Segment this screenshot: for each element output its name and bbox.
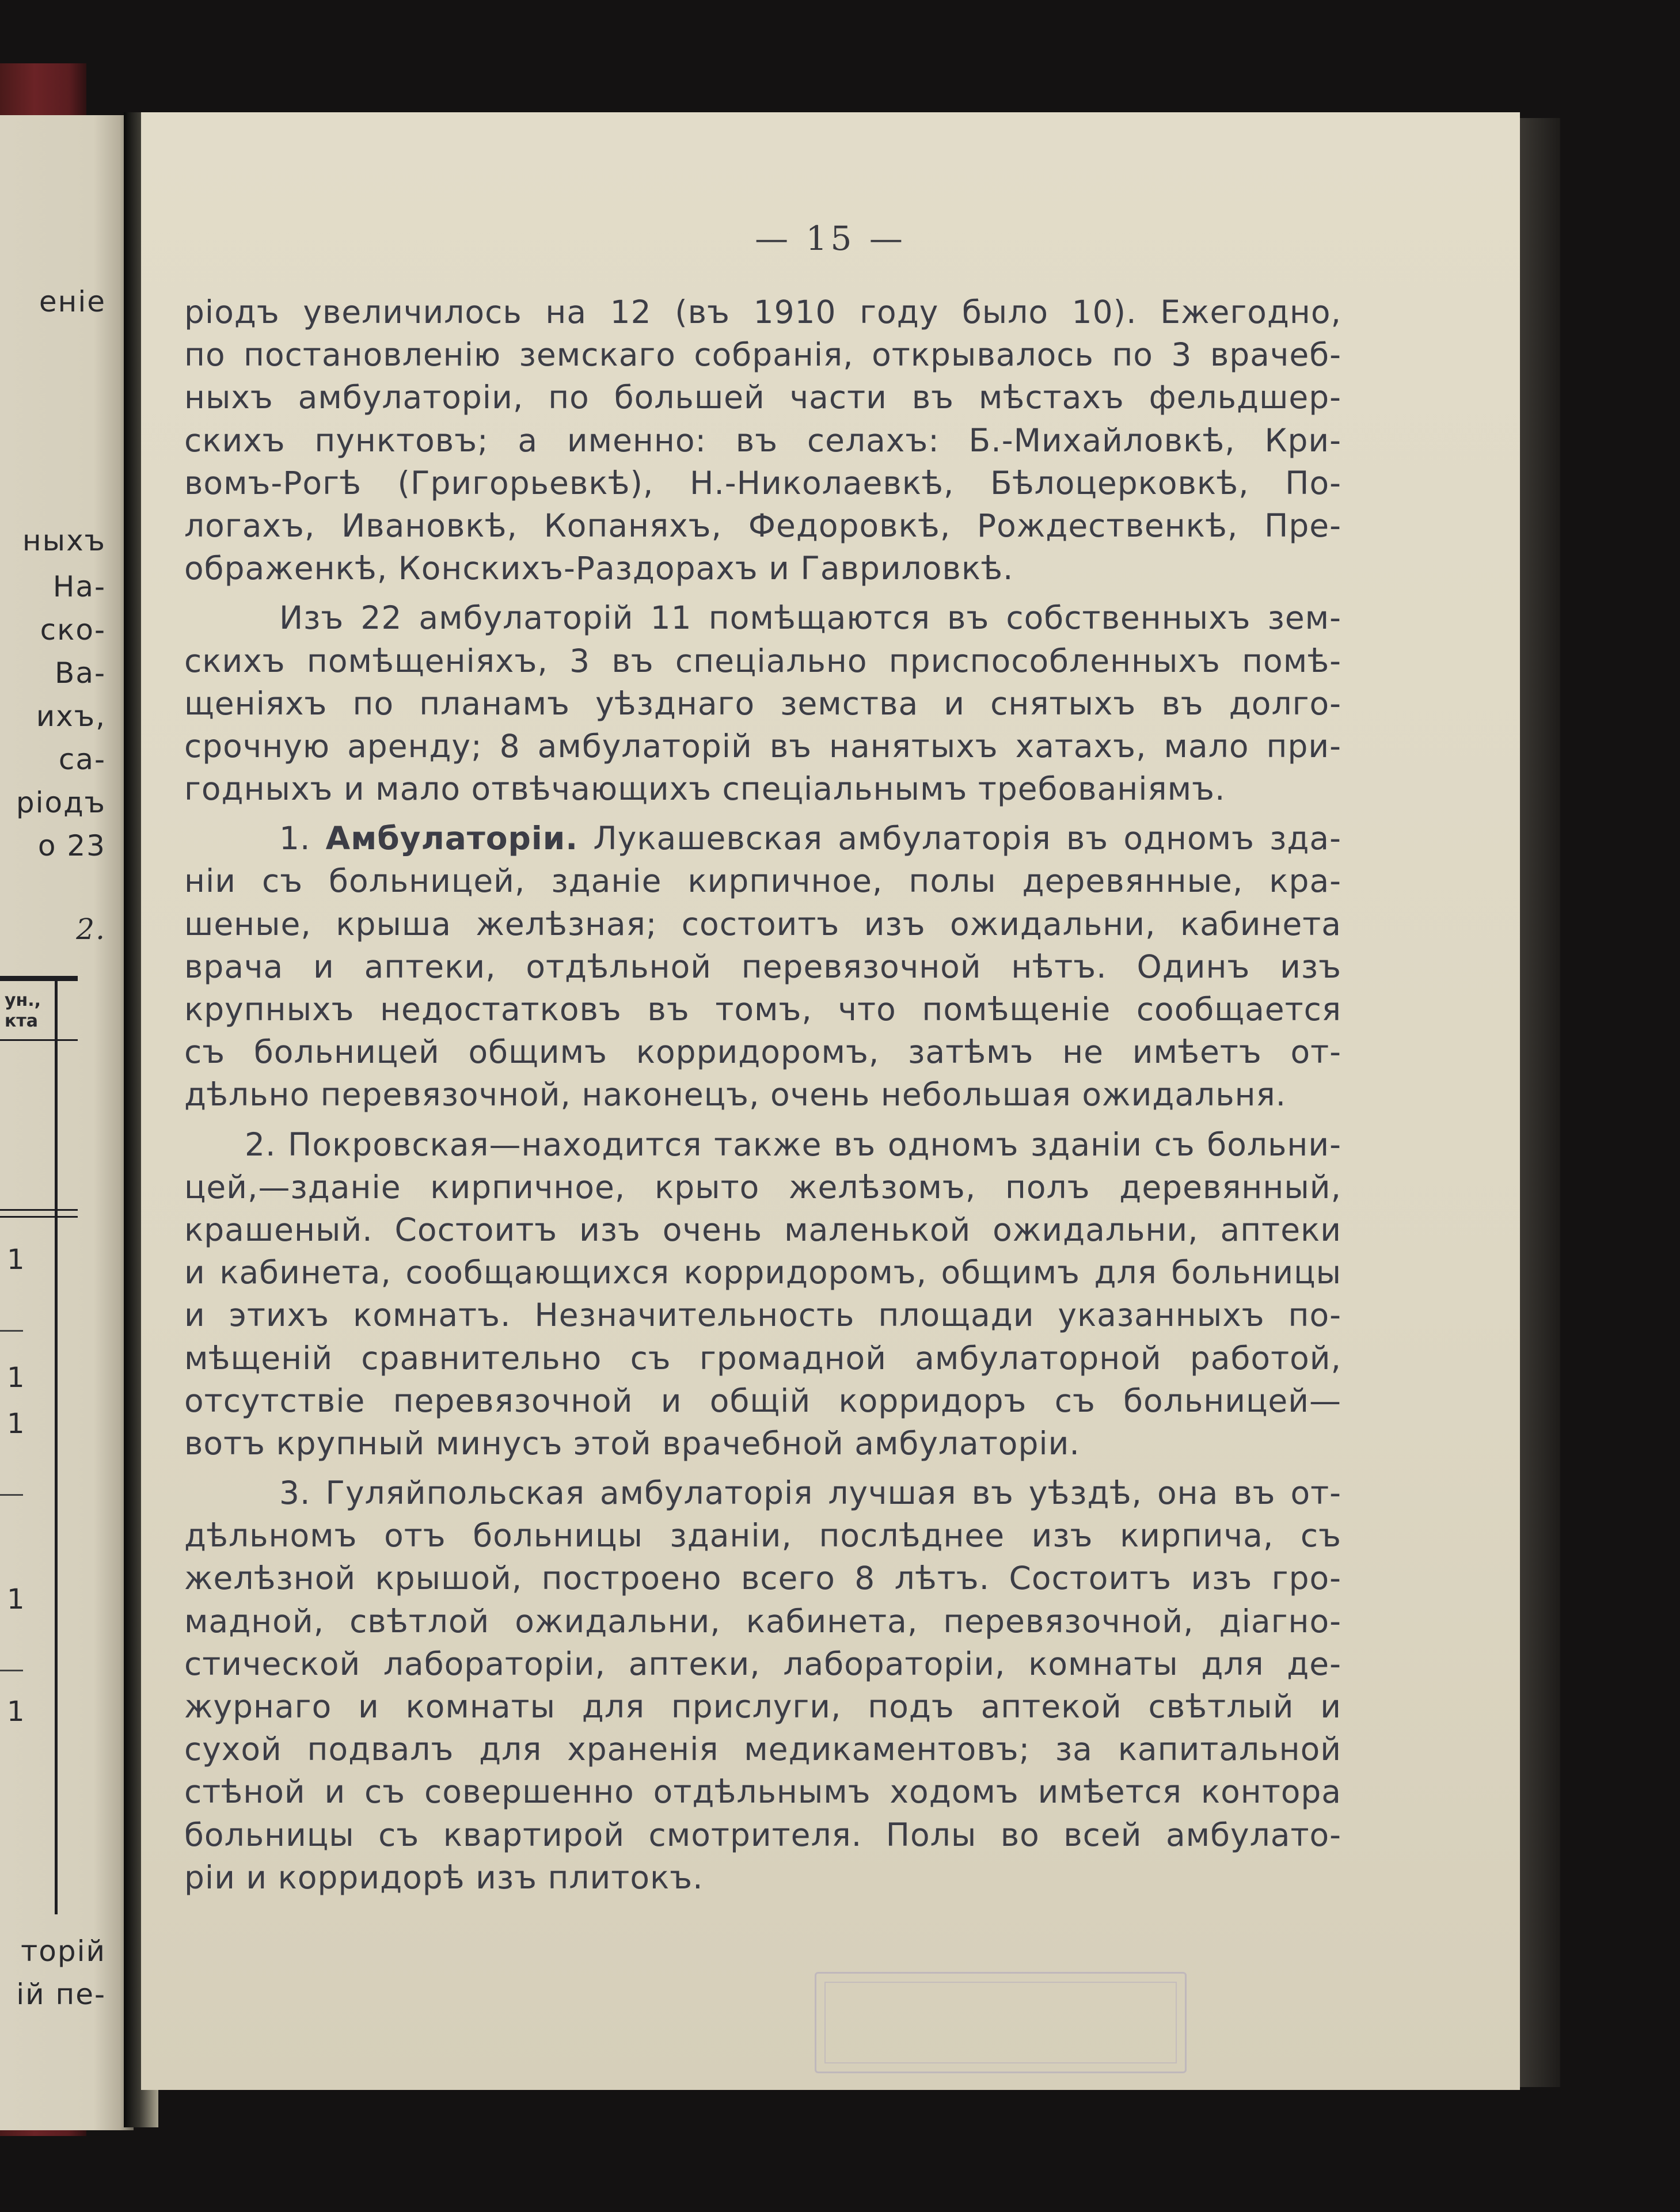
table-cell: 1 — [7, 1408, 25, 1440]
table-cell: 1 — [7, 1362, 25, 1394]
table-cell: 1 — [7, 1244, 25, 1276]
paragraph — [184, 291, 1341, 590]
text-line: срочную аренду; 8 амбулаторій въ нанятыхъ хатахъ, мало при- — [184, 727, 1341, 765]
paragraph — [184, 817, 1341, 1116]
section-heading: Амбулаторіи. — [325, 820, 579, 857]
left-fragment: ихъ, — [36, 700, 106, 733]
table-dash — [0, 1670, 23, 1671]
text-line: скихъ пунктовъ; а именно: въ селахъ: Б.-Михайловкѣ, Кри- — [184, 421, 1341, 459]
left-fragment: ныхъ — [22, 524, 106, 557]
left-page-edge — [0, 115, 134, 2130]
text-line: годныхъ и мало отвѣчающихъ спеціальнымъ требованіямъ. — [184, 770, 1226, 808]
text-line: ображенкѣ, Конскихъ-Раздорахъ и Гавриловкѣ. — [184, 550, 1014, 587]
left-fragment: На- — [52, 570, 106, 603]
text-line: ріодъ увеличилось на 12 (въ 1910 году было 10). Ежегодно, — [184, 294, 1341, 330]
table-rule — [0, 1039, 78, 1041]
text-line: вотъ крупный минусъ этой врачебной амбулаторіи. — [184, 1424, 1080, 1462]
text-line: врача и аптеки, отдѣльной перевязочной нѣтъ. Одинъ изъ — [184, 948, 1341, 985]
text-line: журнаго и комнаты для прислуги, подъ аптекой свѣтлый и — [184, 1688, 1341, 1725]
left-numeral: 2. — [76, 913, 106, 946]
left-fragment: ско- — [40, 613, 106, 647]
left-fragment: еніе — [39, 285, 106, 318]
text-line: стической лабораторіи, аптеки, лабораторіи, комнаты для де- — [184, 1645, 1341, 1682]
text-line: ныхъ амбулаторіи, по большей части въ мѣстахъ фельдшер- — [184, 379, 1341, 416]
paragraph — [184, 1472, 1341, 1899]
text-line: дѣльномъ отъ больницы зданіи, послѣднее изъ кирпича, съ — [184, 1517, 1341, 1555]
table-rule-top — [0, 976, 78, 981]
left-fragment: са- — [58, 743, 106, 776]
text-line: и кабинета, сообщающихся корридоромъ, общимъ для больницы — [184, 1254, 1341, 1291]
text-line: желѣзной крышой, построено всего 8 лѣтъ. Состоитъ изъ гро- — [184, 1560, 1341, 1597]
table-rule — [0, 1216, 78, 1218]
table-cell: 1 — [7, 1696, 25, 1728]
right-page-edge — [1520, 118, 1560, 2087]
text-line: щеніяхъ по планамъ уѣзднаго земства и снятыхъ въ долго- — [184, 685, 1341, 722]
page-text — [184, 291, 1341, 1899]
text-run: Лукашевская амбулаторія въ одномъ зда- — [593, 820, 1341, 857]
text-line: отсутствіе перевязочной и общій корридоръ съ больницей— — [184, 1382, 1341, 1419]
text-line: ніи съ больницей, зданіе кирпичное, полы деревянные, кра- — [184, 862, 1341, 900]
text-line: Изъ 22 амбулаторій 11 помѣщаются въ собственныхъ зем- — [279, 599, 1341, 637]
text-line: 3. Гуляйпольская амбулаторія лучшая въ уѣздѣ, она въ от- — [279, 1474, 1341, 1512]
faded-library-stamp — [815, 1972, 1187, 2073]
text-line: больницы съ квартирой смотрителя. Полы во всей амбулато- — [184, 1816, 1341, 1853]
text-line: стѣной и съ совершенно отдѣльнымъ ходомъ имѣется контора — [184, 1773, 1341, 1811]
table-cell: 1 — [7, 1583, 25, 1616]
paragraph — [184, 1123, 1341, 1465]
text-line: и этихъ комнатъ. Незначительность площади указанныхъ по- — [184, 1297, 1341, 1334]
text-line: логахъ, Ивановкѣ, Копаняхъ, Федоровкѣ, Рождественкѣ, Пре- — [184, 507, 1341, 544]
left-fragment: о 23 — [37, 829, 106, 862]
left-fragment: ій пе- — [16, 1978, 106, 2011]
table-vline — [55, 976, 58, 1914]
text-line: 2. Покровская—находится также въ одномъ зданіи съ больни- — [245, 1126, 1341, 1163]
table-dash — [0, 1494, 23, 1496]
book-page — [141, 112, 1520, 2090]
text-line: шеные, крыша желѣзная; состоитъ изъ ожидальни, кабинета — [184, 905, 1341, 942]
text-line: вомъ-Рогѣ (Григорьевкѣ), Н.-Николаевкѣ, Бѣлоцерковкѣ, По- — [184, 464, 1341, 501]
item-number: 1. — [279, 820, 311, 857]
text-line: ріи и корридорѣ изъ плитокъ. — [184, 1858, 704, 1896]
text-line: цей,—зданіе кирпичное, крыто желѣзомъ, полъ деревянный, — [184, 1168, 1341, 1206]
left-fragment: ріодъ — [16, 786, 106, 819]
left-fragment: торій — [21, 1934, 106, 1968]
table-header: кта — [5, 1011, 38, 1031]
stamp-inner-frame — [824, 1982, 1177, 2063]
text-line: дѣльно перевязочной, наконецъ, очень небольшая ожидальня. — [184, 1076, 1287, 1113]
text-line: мѣщеній сравнительно съ громадной амбулаторной работой, — [184, 1339, 1341, 1377]
text-line: по постановленію земскаго собранія, открывалось по 3 врачеб- — [184, 336, 1341, 374]
text-line: крупныхъ недостатковъ въ томъ, что помѣщеніе сообщается — [184, 991, 1341, 1028]
page-number: — 15 — — [755, 219, 906, 258]
table-header: ун., — [5, 990, 41, 1010]
table-dash — [0, 1330, 23, 1332]
paragraph — [184, 596, 1341, 810]
text-line: мадной, свѣтлой ожидальни, кабинета, перевязочной, діагно- — [184, 1602, 1341, 1640]
text-line: съ больницей общимъ корридоромъ, затѣмъ не имѣетъ от- — [184, 1033, 1341, 1071]
text-line: скихъ помѣщеніяхъ, 3 въ спеціально приспособленныхъ помѣ- — [184, 642, 1341, 679]
text-line: крашеный. Состоитъ изъ очень маленькой ожидальни, аптеки — [184, 1211, 1341, 1248]
text-line: сухой подвалъ для храненія медикаментовъ; за капитальной — [184, 1731, 1341, 1768]
text-line — [184, 817, 1341, 860]
left-fragment: Ва- — [55, 656, 106, 690]
table-rule — [0, 1209, 78, 1211]
